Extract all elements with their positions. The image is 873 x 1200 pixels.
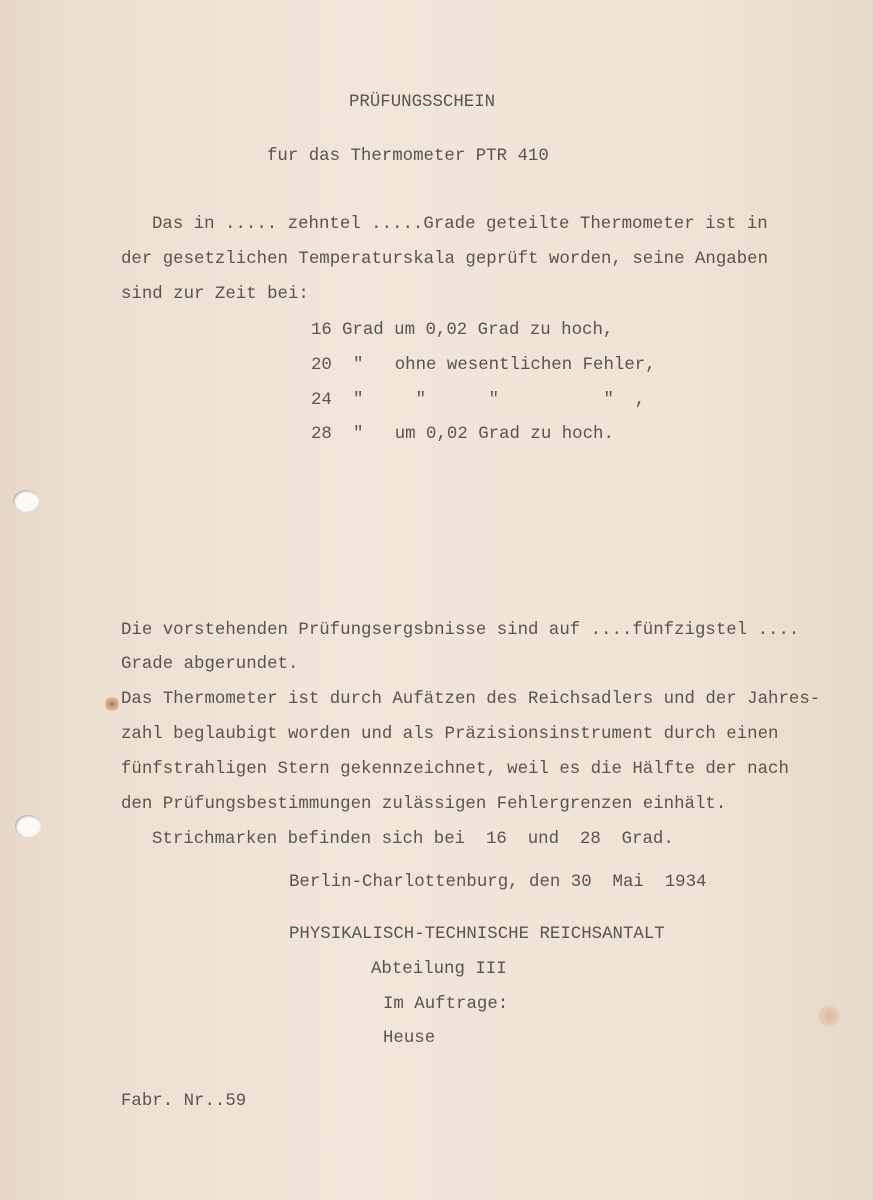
body-line: Grade abgerundet. xyxy=(121,655,299,674)
serial-number: Fabr. Nr..59 xyxy=(121,1092,247,1111)
punch-hole xyxy=(13,490,39,512)
reading-temp: 28 xyxy=(311,425,332,444)
punch-hole xyxy=(15,815,41,837)
institution: PHYSIKALISCH-TECHNISCHE REICHSANTALT xyxy=(289,925,665,944)
intro-line: Das in ..... zehntel .....Grade geteilte Thermometer ist in xyxy=(152,215,768,234)
reading-text: " " " " , xyxy=(353,391,646,410)
reading-temp: 24 xyxy=(311,391,332,410)
body-line: Das Thermometer ist durch Aufätzen des Reichsadlers und der Jahres- xyxy=(121,690,821,709)
intro-line: sind zur Zeit bei: xyxy=(121,285,309,304)
reading-text: " ohne wesentlichen Fehler, xyxy=(353,356,656,375)
body-line: Die vorstehenden Prüfungsergsbnisse sind auf ....fünfzigstel .... xyxy=(121,621,800,640)
document-title: PRÜFUNGSSCHEIN xyxy=(349,93,496,112)
intro-line: der gesetzlichen Temperaturskala geprüft worden, seine Angaben xyxy=(121,250,769,269)
stain xyxy=(818,1005,840,1027)
document-subtitle: fur das Thermometer PTR 410 xyxy=(267,147,549,166)
signatory: Heuse xyxy=(383,1029,436,1048)
department: Abteilung III xyxy=(371,960,507,979)
body-line: den Prüfungsbestimmungen zulässigen Fehlergrenzen einhält. xyxy=(121,795,727,814)
reading-text: " um 0,02 Grad zu hoch. xyxy=(353,425,614,444)
reading-temp: 16 xyxy=(311,321,332,340)
rust-stain xyxy=(105,697,119,711)
on-behalf: Im Auftrage: xyxy=(383,995,509,1014)
body-line: fünfstrahligen Stern gekennzeichnet, weil es die Hälfte der nach xyxy=(121,760,789,779)
body-line: Strichmarken befinden sich bei 16 und 28 Grad. xyxy=(152,830,674,849)
reading-temp: 20 xyxy=(311,356,332,375)
body-line: zahl beglaubigt worden und als Präzisionsinstrument durch einen xyxy=(121,725,779,744)
reading-text: Grad um 0,02 Grad zu hoch, xyxy=(342,321,614,340)
place-date: Berlin-Charlottenburg, den 30 Mai 1934 xyxy=(289,873,707,892)
